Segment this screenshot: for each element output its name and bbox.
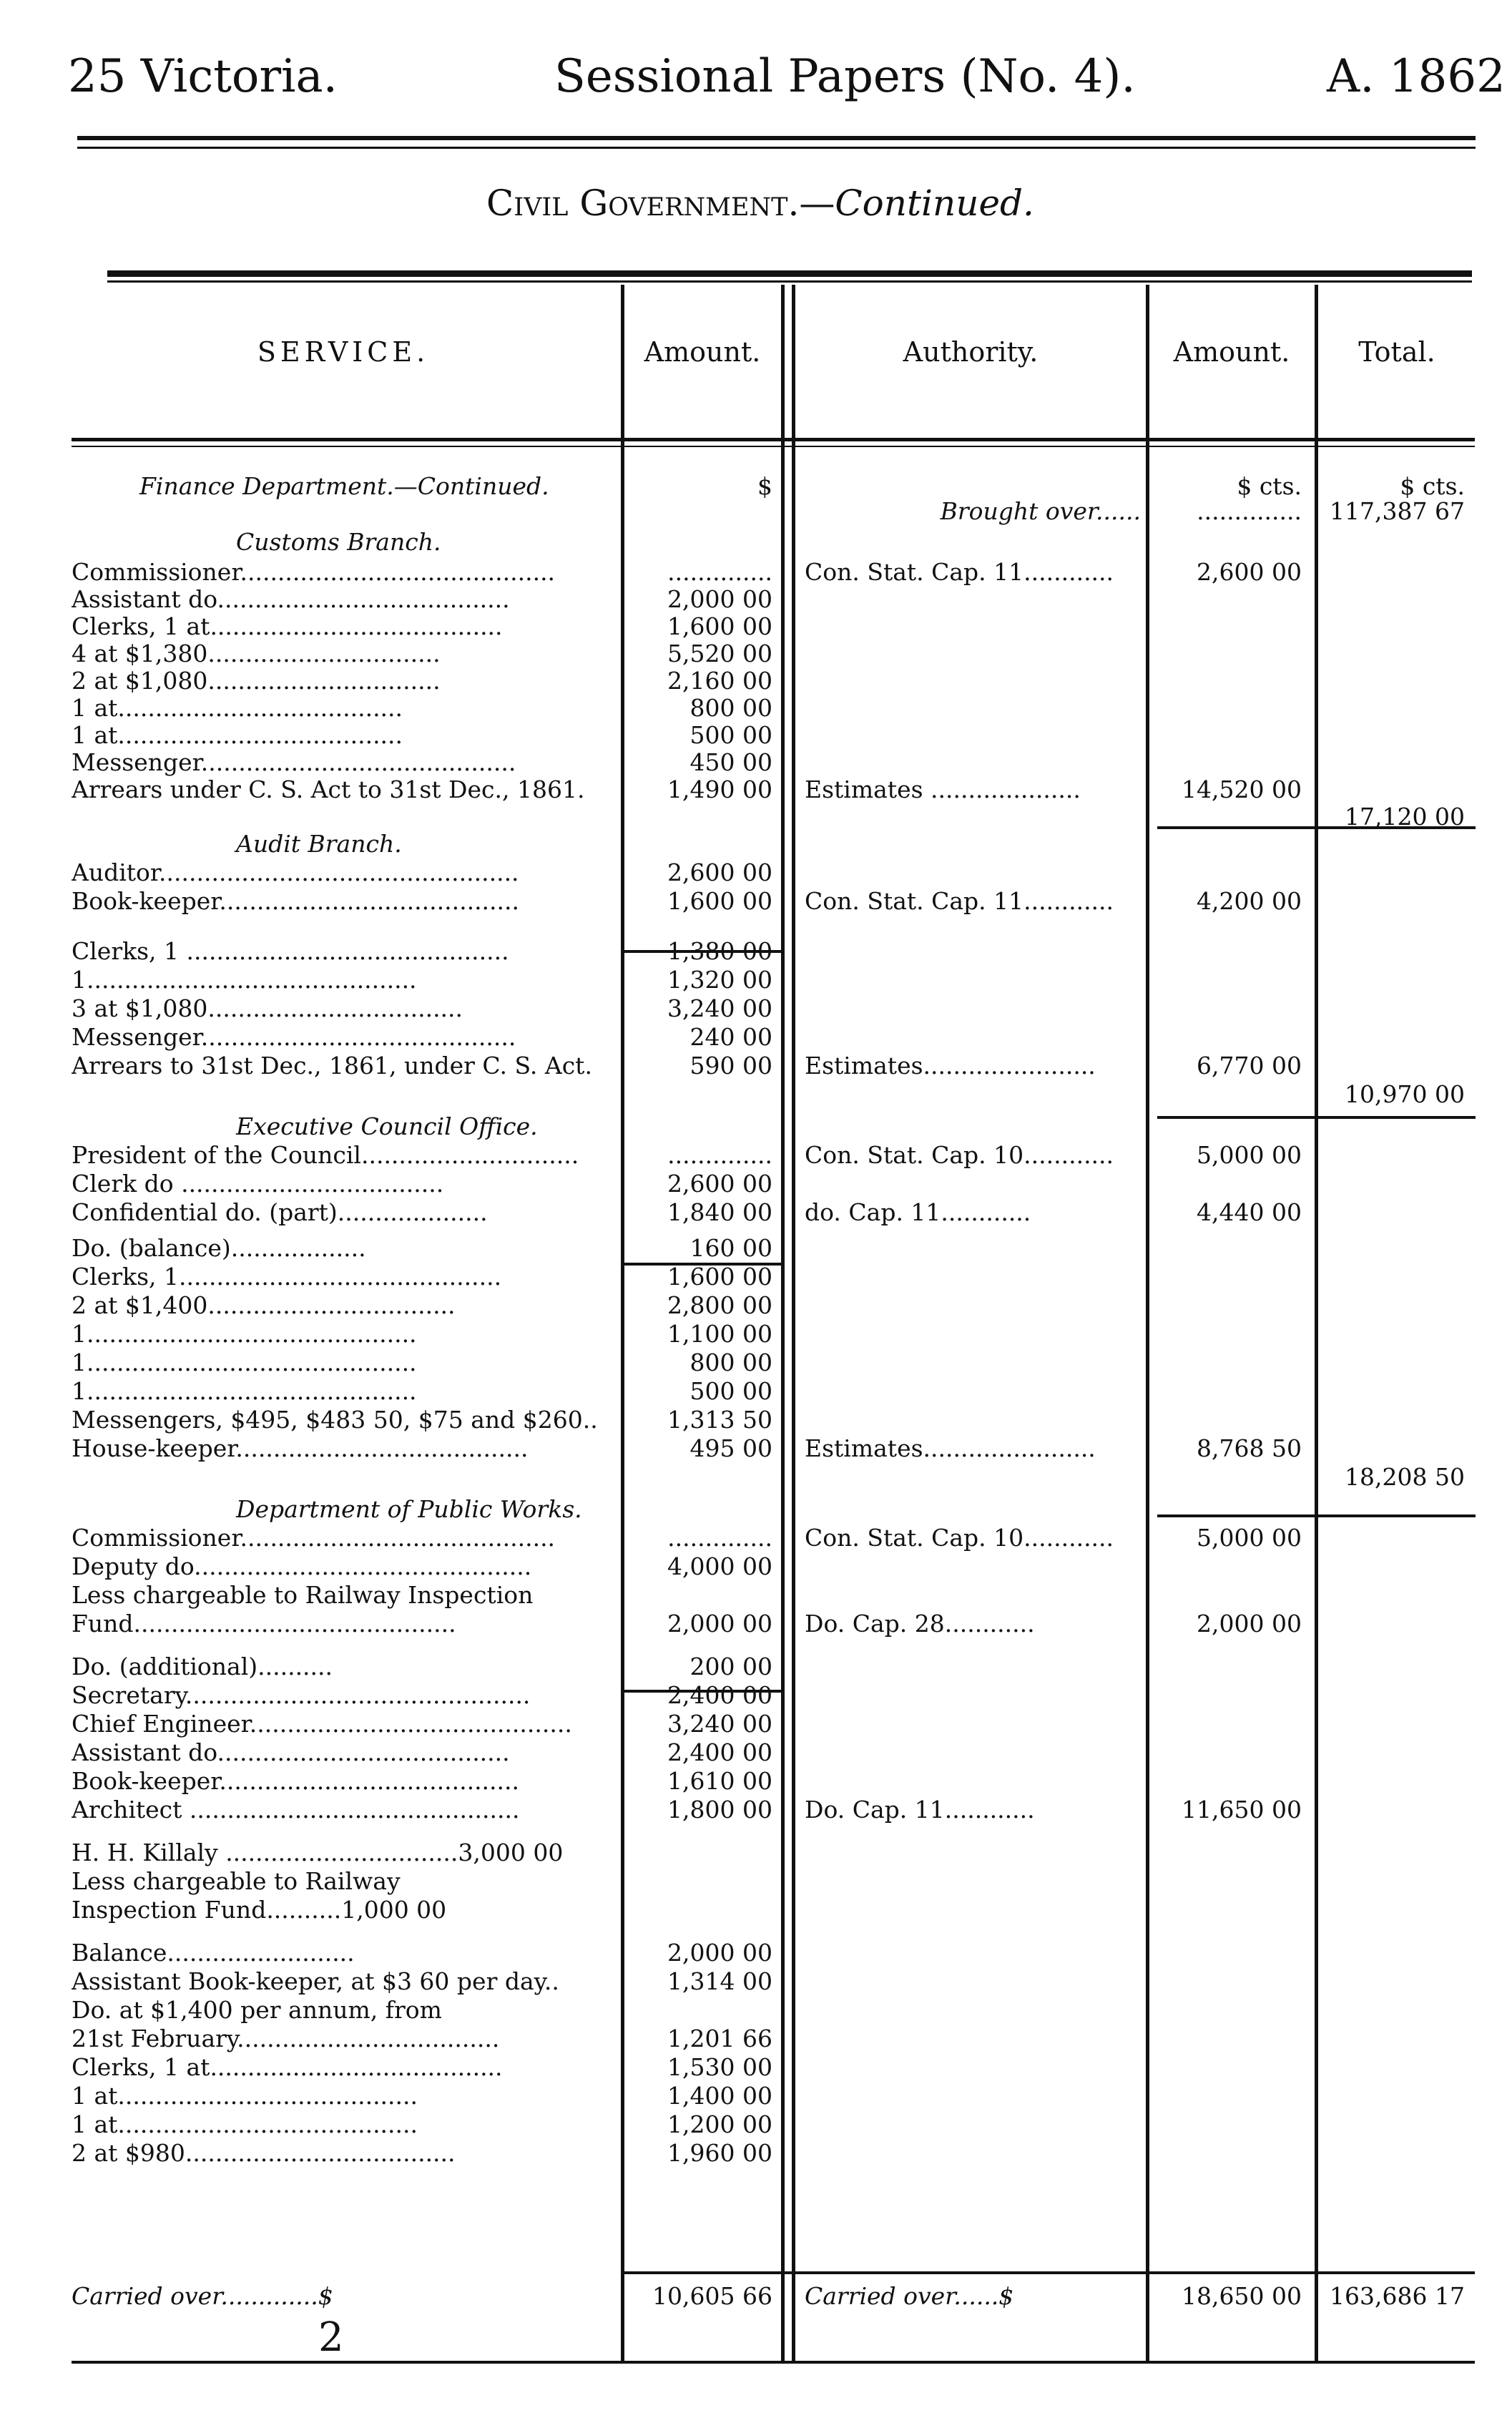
column-header-amount: Amount. <box>644 336 761 368</box>
amount-cell: 500 00 <box>689 1377 772 1405</box>
table-row <box>0 497 1512 526</box>
table-row <box>0 667 1512 695</box>
amount-cell: .............. <box>667 1141 772 1169</box>
service-cell: Book-keeper........................................ <box>72 887 520 915</box>
service-cell: 4 at $1,380............................... <box>72 640 441 667</box>
amount-cell: 1,600 00 <box>667 887 772 915</box>
table-row <box>0 1738 1512 1767</box>
table-row <box>0 2110 1512 2139</box>
table-row <box>0 887 1512 916</box>
table-row <box>0 2053 1512 2082</box>
header-left: 25 Victoria. <box>68 50 338 103</box>
service-cell: Executive Council Office. <box>236 1112 538 1140</box>
column-header-rule <box>72 438 1475 441</box>
amount-2-cell: 11,650 00 <box>1182 1796 1302 1824</box>
amount-2-cell: 2,600 00 <box>1197 558 1302 586</box>
amount-cell: 2,000 00 <box>667 585 772 613</box>
service-cell: Arrears to 31st Dec., 1861, under C. S. Act. <box>72 1052 592 1080</box>
amount-cell: 2,600 00 <box>667 1170 772 1198</box>
section-title <box>486 182 1034 224</box>
authority-cell: Do. Cap. 28............ <box>805 1610 1035 1638</box>
amount-cell: 2,400 00 <box>667 1681 772 1709</box>
table-row <box>0 1377 1512 1406</box>
service-cell: Chief Engineer........................................... <box>72 1710 572 1738</box>
table-row <box>0 1767 1512 1796</box>
authority-cell: Con. Stat. Cap. 11............ <box>805 887 1114 915</box>
table-row <box>0 1291 1512 1320</box>
table-row <box>0 1406 1512 1434</box>
table-row <box>0 1080 1512 1109</box>
amount-cell: 2,400 00 <box>667 1738 772 1766</box>
table-row <box>0 2139 1512 2168</box>
table-row <box>0 2282 1512 2311</box>
authority-cell: Con. Stat. Cap. 11............ <box>805 558 1114 586</box>
service-cell: Assistant do....................................... <box>72 1738 510 1766</box>
table-row <box>0 1234 1512 1263</box>
service-cell: Department of Public Works. <box>236 1495 582 1523</box>
service-cell: H. H. Killaly ...............................3,000 00 <box>72 1839 564 1866</box>
amount-2-cell: 14,520 00 <box>1182 775 1302 803</box>
table-row <box>0 1552 1512 1581</box>
table-row <box>0 612 1512 641</box>
service-cell: Clerks, 1 at....................................... <box>72 612 503 640</box>
table-row <box>0 1524 1512 1552</box>
service-cell: Fund........................................... <box>72 1610 456 1638</box>
service-cell: Inspection Fund..........1,000 00 <box>72 1896 447 1924</box>
authority-cell: Estimates....................... <box>805 1434 1096 1462</box>
service-cell: 1 at........................................ <box>72 2082 418 2110</box>
service-cell: Carried over.............$ <box>72 2282 333 2310</box>
table-row <box>0 2025 1512 2053</box>
table-row <box>0 1867 1512 1896</box>
table-row <box>0 1434 1512 1463</box>
service-cell: 2 at $980.................................... <box>72 2139 456 2167</box>
table-row <box>0 2082 1512 2110</box>
table-rule-bottom <box>72 2361 1475 2364</box>
amount-cell: 1,100 00 <box>667 1320 772 1348</box>
service-cell: Architect ............................................ <box>72 1796 520 1824</box>
amount-cell: 500 00 <box>689 721 772 749</box>
amount-cell: 2,000 00 <box>667 1939 772 1967</box>
table-row <box>0 1349 1512 1377</box>
amount-cell: .............. <box>667 1524 772 1552</box>
service-cell: 1 at...................................... <box>72 694 403 722</box>
amount-cell: 5,520 00 <box>667 640 772 667</box>
service-cell: Less chargeable to Railway Inspection <box>72 1581 534 1609</box>
amount-2-cell: 2,000 00 <box>1197 1610 1302 1638</box>
table-row <box>0 694 1512 723</box>
table-row <box>0 1839 1512 1867</box>
section-title-continued: Continued. <box>835 182 1034 224</box>
service-cell: Assistant do....................................... <box>72 585 510 613</box>
total-cell: 17,120 00 <box>1345 803 1465 831</box>
service-cell: President of the Council............................. <box>72 1141 579 1169</box>
service-cell: 1............................................ <box>72 966 417 994</box>
table-row <box>0 1495 1512 1524</box>
service-cell: Do. (additional).......... <box>72 1653 333 1680</box>
service-cell: Arrears under C. S. Act to 31st Dec., 1861. <box>72 775 585 803</box>
total-cell: $ cts. <box>1400 472 1465 500</box>
authority-cell: Carried over......$ <box>805 2282 1014 2310</box>
table-row <box>0 1681 1512 1710</box>
amount-cell: .............. <box>667 558 772 586</box>
service-cell: Clerk do ................................... <box>72 1170 444 1198</box>
amount-cell: 1,960 00 <box>667 2139 772 2167</box>
service-cell: Secretary.............................................. <box>72 1681 531 1709</box>
table-row <box>0 994 1512 1023</box>
authority-cell: Brought over...... <box>940 497 1141 525</box>
amount-2-cell: 6,770 00 <box>1197 1052 1302 1080</box>
service-cell: Finance Department.—Continued. <box>139 472 549 500</box>
table-row <box>0 1320 1512 1349</box>
service-cell: Less chargeable to Railway <box>72 1867 401 1895</box>
table-row <box>0 721 1512 750</box>
column-header-total: Total. <box>1358 336 1435 368</box>
amount-2-cell: 4,440 00 <box>1197 1198 1302 1226</box>
service-cell: Audit Branch. <box>236 830 402 858</box>
group-rule-carried <box>624 2271 1475 2274</box>
service-cell: 2 at $1,080............................... <box>72 667 441 695</box>
table-row <box>0 966 1512 994</box>
amount-cell: $ <box>757 472 772 500</box>
authority-cell: Do. Cap. 11............ <box>805 1796 1035 1824</box>
amount-2-cell: 5,000 00 <box>1197 1524 1302 1552</box>
header-rule-top <box>77 136 1476 140</box>
page-number: 2 <box>318 2314 344 2361</box>
section-title-main: Civil Government.— <box>486 182 835 224</box>
table-row <box>0 830 1512 858</box>
service-cell: House-keeper....................................... <box>72 1434 529 1462</box>
service-cell: Clerks, 1 ........................................... <box>72 937 509 965</box>
table-row <box>0 585 1512 614</box>
table-row <box>0 1023 1512 1052</box>
amount-cell: 1,313 50 <box>667 1406 772 1434</box>
amount-cell: 800 00 <box>689 1349 772 1376</box>
service-cell: Messenger.......................................... <box>72 1023 516 1051</box>
table-row <box>0 1896 1512 1924</box>
authority-cell: Estimates....................... <box>805 1052 1096 1080</box>
service-cell: 1............................................ <box>72 1377 417 1405</box>
amount-cell: 1,600 00 <box>667 1263 772 1291</box>
authority-cell: Estimates .................... <box>805 775 1081 803</box>
header-right: A. 1862 <box>1327 50 1506 103</box>
table-row <box>0 748 1512 777</box>
amount-cell: 10,605 66 <box>652 2282 772 2310</box>
amount-2-cell: 5,000 00 <box>1197 1141 1302 1169</box>
service-cell: Balance......................... <box>72 1939 355 1967</box>
amount-2-cell: 8,768 50 <box>1197 1434 1302 1462</box>
amount-cell: 1,400 00 <box>667 2082 772 2110</box>
amount-cell: 590 00 <box>689 1052 772 1080</box>
amount-cell: 1,314 00 <box>667 1967 772 1995</box>
service-cell: Do. at $1,400 per annum, from <box>72 1996 442 2024</box>
total-cell: 117,387 67 <box>1330 497 1465 525</box>
table-row <box>0 1710 1512 1738</box>
header-center: Sessional Papers (No. 4). <box>554 50 1136 103</box>
amount-cell: 1,320 00 <box>667 966 772 994</box>
service-cell: Messenger.......................................... <box>72 748 516 776</box>
service-cell: Book-keeper........................................ <box>72 1767 520 1795</box>
authority-cell: Con. Stat. Cap. 10............ <box>805 1524 1114 1552</box>
service-cell: Clerks, 1 at....................................... <box>72 2053 503 2081</box>
column-header-authority: Authority. <box>903 336 1039 368</box>
amount-cell: 1,800 00 <box>667 1796 772 1824</box>
service-cell: Assistant Book-keeper, at $3 60 per day.. <box>72 1967 559 1995</box>
amount-cell: 800 00 <box>689 694 772 722</box>
amount-cell: 4,000 00 <box>667 1552 772 1580</box>
authority-cell: Con. Stat. Cap. 10............ <box>805 1141 1114 1169</box>
table-row <box>0 1939 1512 1967</box>
amount-cell: 2,600 00 <box>667 858 772 886</box>
amount-cell: 450 00 <box>689 748 772 776</box>
table-row <box>0 1967 1512 1996</box>
table-row <box>0 528 1512 557</box>
service-cell: 3 at $1,080.................................. <box>72 994 463 1022</box>
column-header-rule-thin <box>72 446 1475 447</box>
table-row <box>0 1463 1512 1492</box>
amount-cell: 1,840 00 <box>667 1198 772 1226</box>
table-row <box>0 1581 1512 1610</box>
table-row <box>0 937 1512 966</box>
amount-cell: 1,610 00 <box>667 1767 772 1795</box>
total-cell: 10,970 00 <box>1345 1080 1465 1108</box>
service-cell: Commissioner.......................................... <box>72 558 556 586</box>
table-row <box>0 1653 1512 1681</box>
amount-2-cell: .............. <box>1197 497 1302 525</box>
table-row <box>0 775 1512 804</box>
amount-cell: 2,160 00 <box>667 667 772 695</box>
column-header-amount-2: Amount. <box>1173 336 1290 368</box>
table-row <box>0 1198 1512 1227</box>
total-cell: 163,686 17 <box>1330 2282 1465 2310</box>
header-rule-bottom <box>77 147 1476 149</box>
service-cell: 1 at........................................ <box>72 2110 418 2138</box>
table-row <box>0 1796 1512 1824</box>
service-cell: 1............................................ <box>72 1349 417 1376</box>
table-row <box>0 1610 1512 1638</box>
amount-cell: 495 00 <box>689 1434 772 1462</box>
table-row <box>0 1052 1512 1080</box>
table-row <box>0 1141 1512 1170</box>
amount-cell: 1,380 00 <box>667 937 772 965</box>
table-rule-top-thin <box>107 280 1472 283</box>
service-cell: Confidential do. (part).................... <box>72 1198 488 1226</box>
table-row <box>0 472 1512 501</box>
amount-cell: 1,600 00 <box>667 612 772 640</box>
table-row <box>0 558 1512 587</box>
table-row <box>0 803 1512 831</box>
table-row <box>0 1170 1512 1198</box>
table-rule-top <box>107 270 1472 277</box>
service-cell: 21st February................................... <box>72 2025 500 2052</box>
amount-cell: 1,201 66 <box>667 2025 772 2052</box>
amount-cell: 1,200 00 <box>667 2110 772 2138</box>
service-cell: Customs Branch. <box>236 528 441 556</box>
table-row <box>0 1112 1512 1141</box>
service-cell: Clerks, 1........................................... <box>72 1263 502 1291</box>
amount-cell: 1,530 00 <box>667 2053 772 2081</box>
amount-cell: 3,240 00 <box>667 1710 772 1738</box>
total-cell: 18,208 50 <box>1345 1463 1465 1491</box>
service-cell: Do. (balance).................. <box>72 1234 366 1262</box>
table-row <box>0 1263 1512 1291</box>
amount-2-cell: $ cts. <box>1237 472 1302 500</box>
amount-2-cell: 4,200 00 <box>1197 887 1302 915</box>
amount-cell: 240 00 <box>689 1023 772 1051</box>
service-cell: 2 at $1,400................................. <box>72 1291 456 1319</box>
amount-2-cell: 18,650 00 <box>1182 2282 1302 2310</box>
service-cell: 1............................................ <box>72 1320 417 1348</box>
service-cell: 1 at...................................... <box>72 721 403 749</box>
amount-cell: 3,240 00 <box>667 994 772 1022</box>
service-cell: Commissioner.......................................... <box>72 1524 556 1552</box>
service-cell: Messengers, $495, $483 50, $75 and $260.. <box>72 1406 598 1434</box>
amount-cell: 2,800 00 <box>667 1291 772 1319</box>
amount-cell: 160 00 <box>689 1234 772 1262</box>
table-row <box>0 640 1512 668</box>
service-cell: Auditor................................................ <box>72 858 519 886</box>
amount-cell: 2,000 00 <box>667 1610 772 1638</box>
authority-cell: do. Cap. 11............ <box>805 1198 1031 1226</box>
table-row <box>0 1996 1512 2025</box>
amount-cell: 1,490 00 <box>667 775 772 803</box>
column-header-service: SERVICE. <box>257 336 430 368</box>
table-row <box>0 858 1512 887</box>
amount-cell: 200 00 <box>689 1653 772 1680</box>
service-cell: Deputy do............................................. <box>72 1552 532 1580</box>
